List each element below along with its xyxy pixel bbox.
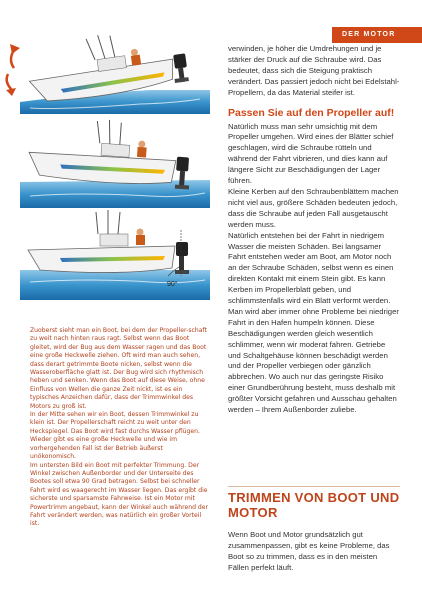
article-column [228, 44, 400, 416]
boat-bow-down [20, 114, 210, 208]
lead-paragraph: verwinden, je höher die Umdrehungen und je stärker der Druck auf die Schraube wird. Das bedeutet, dass sich die Steigung praktisch verändert. Das passiert jedoch nicht bei Edelstahl-Propellern, da das Material steifer ist. [228, 44, 400, 97]
section-divider [228, 486, 400, 487]
caption-paragraph: Zuoberst sieht man ein Boot, bei dem der Propeller-schaft zu weit nach hinten raus ragt. Selbst wenn das Boot gleitet, wird der Bug aus dem Wasser ragen und das Boot eine große Heckwelle ziehen. Oft wird man auch sehen, dass derart getrimmte Boote nicken, selbst wenn die Wasseroberfläche glatt ist. Der Bug wird sich rhythmisch heben und senken. Wenn das Boot auf diese Weise, ohne Einfluss von Wellen die ganze Zeit nickt, ist es ein typisches Anzeichen dafür, dass der Trimmwinkel des Motors zu groß ist. [30, 327, 207, 410]
angle-label: 90° [167, 281, 178, 288]
body-paragraph: Natürlich entstehen bei der Fahrt in niedrigem Wasser die meisten Schäden. Bei langsamer Fahrt entstehen weder am Boot, am Motor noch an der Schraube Schäden, selbst wenn es einen direkten Kontakt mit einem Stein gibt. Es kann Kerben im Propellerblatt geben, und schlimmstenfalls wird ein Blatt verformt werden. Man wird aber immer ohne Probleme bei niedriger Fahrt in den Hafen humpeln können. Diese Beschädigungen werden gleich wesentlich schlimmer, wenn wir moderat fahren. Getriebe und Schaltgehäuse können beschädigt werden und der Propeller verbiegen oder gänzlich abbrechen. Wo auch nur das geringste Risiko einer Grundberührung besteht, muss deshalb mit größter Vorsicht gefahren und Ausschau gehalten werden – Ihrem Außenborder zuliebe. [228, 230, 399, 415]
section-header-tab [332, 27, 422, 43]
caption-paragraph: Im untersten Bild ein Boot mit perfekter Trimmung. Der Winkel zwischen Außenborder und der Unterseite des Bootes soll etwa 90 Grad betragen. Selbst bei schneller Fahrt wird es waagerecht im Wasser liegen. Das ergibt die sicherste und sparsamste Fahrweise. Ist ein Motor mit Powertrimm angebaut, kann der Winkel auch während der Fahrt verändert werden, was natürlich ein großer Vorteil ist. [30, 461, 209, 528]
propeller-subheading: Passen Sie auf den Propeller auf! [228, 106, 395, 119]
section-heading: TRIMMEN VON BOOT UND MOTOR [228, 490, 400, 520]
section-paragraph: Wenn Boot und Motor grundsätzlich gut zusammenpassen, gibt es keine Probleme, das Boot so zu trimmen, dass es in den meisten Fällen perfekt läuft. [228, 530, 390, 572]
caption-paragraph: In der Mitte sehen wir ein Boot, dessen Trimmwinkel zu klein ist. Der Propellerschaft reicht zu weit unter den Heckspiegel. Das Boot wird fast durchs Wasser pflügen. Wieder gibt es eine große Heckwelle und wie im vorhergehenden Fall ist der Betrieb äußerst unökonomisch. [30, 411, 200, 461]
boat-trim-illustration [0, 30, 215, 310]
boat-level [20, 210, 210, 300]
body-paragraph: Kleine Kerben auf den Schraubenblättern machen nicht viel aus, größere Schäden bedeuten jedoch, dass die Schraube auf jeden Fall ausgetauscht werden muss. [228, 186, 399, 229]
trim-motion-arrows [6, 44, 20, 96]
illustration-caption [30, 327, 210, 529]
body-paragraph: Natürlich muss man sehr umsichtig mit dem Propeller umgehen. Wird eines der Blätter schief geschlagen, wird die Schraube rütteln und während der Fahrt vibrieren, und dies kann auf längere Sicht zur Beschädigungen der Lager führen. [228, 121, 394, 186]
section-label: DER MOTOR [342, 31, 396, 38]
boat-bow-up [20, 30, 210, 114]
